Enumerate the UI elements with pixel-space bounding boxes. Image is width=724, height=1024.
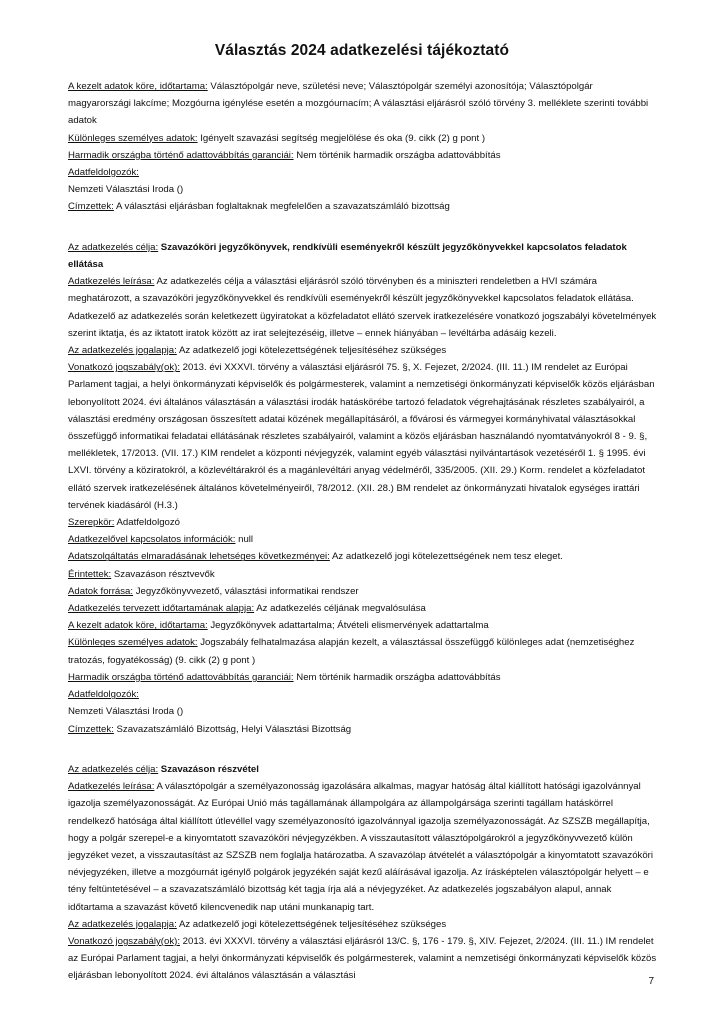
adatkezeles-leirasa-label: Adatkezelés leírása: xyxy=(68,276,155,288)
harmadik-orszag-paragraph-2 xyxy=(68,669,658,686)
jogalap-paragraph xyxy=(68,342,658,359)
cimzettek-paragraph xyxy=(68,198,658,215)
idotartam-paragraph xyxy=(68,600,658,617)
erintettek-paragraph xyxy=(68,566,658,583)
forras-label: Adatok forrása: xyxy=(68,585,134,597)
kulonleges-adatok-text-2: Jogszabály felhatalmazása alapján kezelt, a választással összefüggő különleges adat (nemzetiséghez tratozás, fogyatékosság) (9. cikk (2) g pont ) xyxy=(68,637,635,666)
jogszabaly-text-3: 2013. évi XXXVI. törvény a választási eljárásról 13/C. §, 176 - 179. §, XIV. Fejezet, 2/2024. (III. 11.) IM rendelet az Európai Parlament tagjai, a helyi önkormányzati képviselők és polgármesterek, valamint a nemzetiségi önkormányzati képviselők közös eljárásban lebonyolított 2024. évi általános választásán a választási xyxy=(68,935,657,982)
idotartam-label: Adatkezelés tervezett időtartamának alapja: xyxy=(68,603,255,615)
jogalap-text-3: Az adatkezelő jogi kötelezettségének teljesítéséhez szükséges xyxy=(176,918,447,930)
forras-text: Jegyzőkönyvvezető, választási informatikai rendszer xyxy=(133,585,359,597)
kapcsolat-label: Adatkezelővel kapcsolatos információk: xyxy=(68,534,236,546)
jogszabaly-paragraph xyxy=(68,359,658,514)
adatkezeles-leirasa-text-3: A választópolgár a személyazonosság igazolására alkalmas, magyar hatóság által kiállított hatósági igazolvánnyal igazolja személyazonosságát. Az Európai Unió más tagállamának állampolgára az állampolgársága szerinti tagállam hatáskörrel rendelkező hatósága által kiállított útlevéllel vagy személyazonosító igazolvánnyal igazolja személyazonosságát. Az SZSZB megállapítja, hogy a polgár szerepel-e a kinyomtatott szavazóköri névjegyzékben. A visszautasított választópolgárokról a jegyzőkönyvvezető külön jegyzéket vezet, a visszautasítást az SZSZB nem foglalja határozatba. A szavazólap átvételét a választópolgár a kinyomtatott szavazóköri névjegyzéken, illetve a mozgóurnát igénylő polgárok jegyzékén saját kezű aláírásával igazolja. Az írásképtelen választópolgár helyett – e tény feltüntetésével – a szavazatszámláló bizottság két tagja írja alá a névjegyzéket. Az adatkezelés jogszabályon alapul, annak időtartama a szavazást követő kilencvenedik nap utáni munkanapig tart. xyxy=(68,781,653,913)
erintettek-label: Érintettek: xyxy=(68,568,112,580)
adatkezeles-celja-paragraph-3 xyxy=(68,761,658,778)
szerepkor-paragraph xyxy=(68,514,658,531)
elmaradas-label: Adatszolgáltatás elmaradásának lehetséges következményei: xyxy=(68,551,330,563)
adatfeldolgozok-heading-2 xyxy=(68,686,658,703)
szerepkor-text: Adatfeldolgozó xyxy=(114,517,181,529)
kulonleges-adatok-paragraph-2 xyxy=(68,634,658,668)
adatfeldolgozok-label-2: Adatfeldolgozók: xyxy=(68,689,139,701)
adatfeldolgozo-text-2: Nemzeti Választási Iroda () xyxy=(68,706,184,718)
adatkezeles-celja-text-3: Szavazáson részvétel xyxy=(158,763,259,775)
harmadik-orszag-label: Harmadik országba történő adattovábbítás garanciái: xyxy=(68,149,294,161)
jogalap-label: Az adatkezelés jogalapja: xyxy=(68,345,177,357)
harmadik-orszag-text-2: Nem történik harmadik országba adattovábbítás xyxy=(293,671,501,683)
jogszabaly-paragraph-3 xyxy=(68,933,658,985)
erintettek-text: Szavazáson résztvevők xyxy=(111,568,215,580)
elmaradas-paragraph xyxy=(68,548,658,565)
szerepkor-label: Szerepkör: xyxy=(68,517,115,529)
harmadik-orszag-label-2: Harmadik országba történő adattovábbítás garanciái: xyxy=(68,671,294,683)
elmaradas-text: Az adatkezelő jogi kötelezettségének nem tesz eleget. xyxy=(329,551,563,563)
kulonleges-adatok-label-2: Különleges személyes adatok: xyxy=(68,637,198,649)
jogszabaly-text: 2013. évi XXXVI. törvény a választási eljárásról 75. §, X. Fejezet, 2/2024. (III. 11.) IM rendelet az Európai Parlament tagjai, a helyi önkormányzati képviselők és polgármesterek, valamint a nemzetiségi önkormányzati képviselők közös eljárásban lebonyolított 2024. évi általános választásán a választási irodák hatáskörébe tartozó feladatok végrehajtásának részletes szabályairól, a választási eredmény országosan összesített adatai közének megállapításáról, a fővárosi és vármegyei kormányhivatal választásokkal összefüggő informatikai feladatai ellátásának részletes szabályairól, valamint a közös eljárásban használandó nyomtatványokról 8 - 9. §, mellékletek, 17/2013. (VII. 17.) KIM rendelet a központi névjegyzék, valamint egyéb választási nyilvántartások vezetéséről 1. § 1995. évi LXVI. törvény a köziratokról, a közlevéltárakról és a magánlevéltári anyag védelméről, 335/2005. (XII. 29.) Korm. rendelet a közfeladatot ellátó szervek iratkezelésének általános követelményeiről, 78/2012. (XII. 28.) BM rendelet az önkormányzati hivatalok egységes irattári tervének kiadásáról (H.3.) xyxy=(68,362,655,511)
kezelt-adatok-text-2: Jegyzőkönyvek adattartalma; Átvételi elismervények adattartalma xyxy=(207,620,489,632)
kulonleges-adatok-paragraph xyxy=(68,130,658,147)
adatfeldolgozok-label: Adatfeldolgozók: xyxy=(68,167,139,179)
adatkezeles-celja-text: Szavazóköri jegyzőkönyvek, rendkívüli eseményekről készült jegyzőkönyvekkel kapcsolatos feladatok ellátása xyxy=(68,241,627,271)
kapcsolat-text: null xyxy=(235,534,254,546)
kapcsolat-paragraph xyxy=(68,531,658,548)
kezelt-adatok-paragraph-2 xyxy=(68,617,658,634)
jogszabaly-label: Vonatkozó jogszabály(ok): xyxy=(68,362,180,374)
kezelt-adatok-label-2: A kezelt adatok köre, időtartama: xyxy=(68,620,208,632)
idotartam-text: Az adatkezelés céljának megvalósulása xyxy=(254,603,426,615)
adatkezeles-celja-label: Az adatkezelés célja: xyxy=(68,241,159,253)
jogszabaly-label-3: Vonatkozó jogszabály(ok): xyxy=(68,935,180,947)
jogalap-text: Az adatkezelő jogi kötelezettségének teljesítéséhez szükséges xyxy=(176,345,447,357)
adatfeldolgozo-text: Nemzeti Választási Iroda () xyxy=(68,184,184,196)
adatfeldolgozok-heading xyxy=(68,164,658,181)
cimzettek-text: A választási eljárásban foglaltaknak megfelelően a szavazatszámláló bizottság xyxy=(113,201,450,213)
adatkezeles-leirasa-paragraph-3 xyxy=(68,778,658,916)
adatkezeles-celja-label-3: Az adatkezelés célja: xyxy=(68,763,159,775)
cimzettek-text-2: Szavazatszámláló Bizottság, Helyi Választási Bizottság xyxy=(113,723,352,735)
cimzettek-paragraph-2 xyxy=(68,721,658,738)
kezelt-adatok-paragraph xyxy=(68,78,658,130)
jogalap-label-3: Az adatkezelés jogalapja: xyxy=(68,918,177,930)
adatkezeles-leirasa-label-3: Adatkezelés leírása: xyxy=(68,781,155,793)
document-title: Választás 2024 adatkezelési tájékoztató xyxy=(214,42,510,59)
kezelt-adatok-text: Választópolgár neve, születési neve; Választópolgár személyi azonosítója; Választópolgár magyarországi lakcíme; Mozgóurna igénylése esetén a mozgóurnacím; A választási eljárásról szóló törvény 3. melléklete szerinti további adatok xyxy=(68,81,649,127)
adatkezeles-leirasa-paragraph xyxy=(68,273,658,342)
cimzettek-label-2: Címzettek: xyxy=(68,723,114,735)
cimzettek-label: Címzettek: xyxy=(68,201,114,213)
page-number: 7 xyxy=(648,976,654,987)
harmadik-orszag-paragraph xyxy=(68,147,658,164)
kulonleges-adatok-label: Különleges személyes adatok: xyxy=(68,132,198,144)
kulonleges-adatok-text: Igényelt szavazási segítség megjelölése és oka (9. cikk (2) g pont ) xyxy=(197,132,486,144)
forras-paragraph xyxy=(68,583,658,600)
adatkezeles-celja-paragraph xyxy=(68,239,658,273)
document-body xyxy=(68,78,658,985)
adatkezeles-leirasa-text: Az adatkezelés célja a választási eljárásról szóló törvényben és a miniszteri rendeletben a HVI számára meghatározott, a szavazóköri jegyzőkönyvekkel és rendkívüli eseményekről készült jegyzőkönyvekkel kapcsolatos feladatok ellátása. Adatkezelő az adatkezelés során keletkezett ügyiratokat a közfeladatot ellátó szervek iratkezelésére vonatkozó jogszabályi követelmények szerint iktatja, és az iktatott iratok között az irat selejtezéséig, illetve – ennek hiányában – levéltárba adásáig kezeli. xyxy=(68,276,657,339)
harmadik-orszag-text: Nem történik harmadik országba adattovábbítás xyxy=(293,149,501,161)
kezelt-adatok-label: A kezelt adatok köre, időtartama: xyxy=(68,81,208,92)
jogalap-paragraph-3 xyxy=(68,916,658,933)
